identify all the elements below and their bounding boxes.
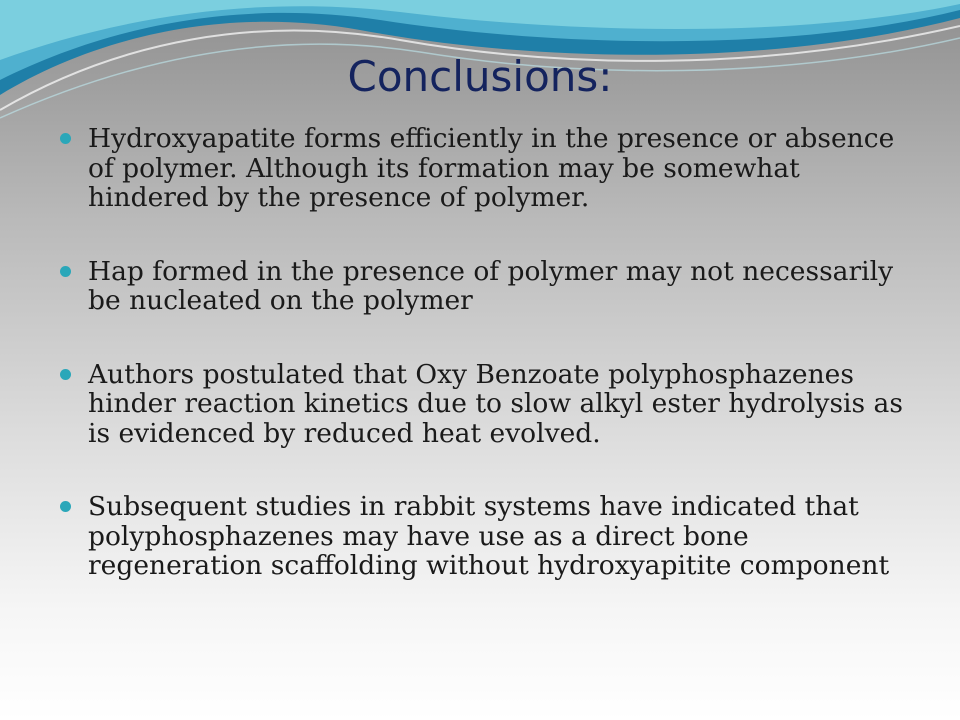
bullet-marker-icon bbox=[60, 266, 71, 277]
bullet-marker-icon bbox=[60, 501, 71, 512]
bullet-marker-icon bbox=[60, 369, 71, 380]
slide-title: Conclusions: bbox=[347, 52, 613, 101]
bullet-text: Subsequent studies in rabbit systems have indicated that polyphosphazenes may have use as a direct bone regeneration scaffolding without hydroxyapitite component bbox=[88, 491, 890, 581]
bullet-item bbox=[58, 492, 918, 581]
bullet-item bbox=[58, 257, 918, 316]
bullet-list bbox=[58, 124, 918, 625]
bullet-text: Hap formed in the presence of polymer may not necessarily be nucleated on the polymer bbox=[88, 255, 894, 316]
bullet-text: Hydroxyapatite forms efficiently in the presence or absence of polymer. Although its formation may be somewhat hindered by the presence of polymer. bbox=[88, 123, 895, 213]
bullet-item bbox=[58, 124, 918, 213]
bullet-text: Authors postulated that Oxy Benzoate polyphosphazenes hinder reaction kinetics due to slow alkyl ester hydrolysis as is evidenced by reduced heat evolved. bbox=[88, 358, 903, 449]
bullet-item bbox=[58, 360, 918, 449]
bullet-marker-icon bbox=[60, 133, 71, 144]
